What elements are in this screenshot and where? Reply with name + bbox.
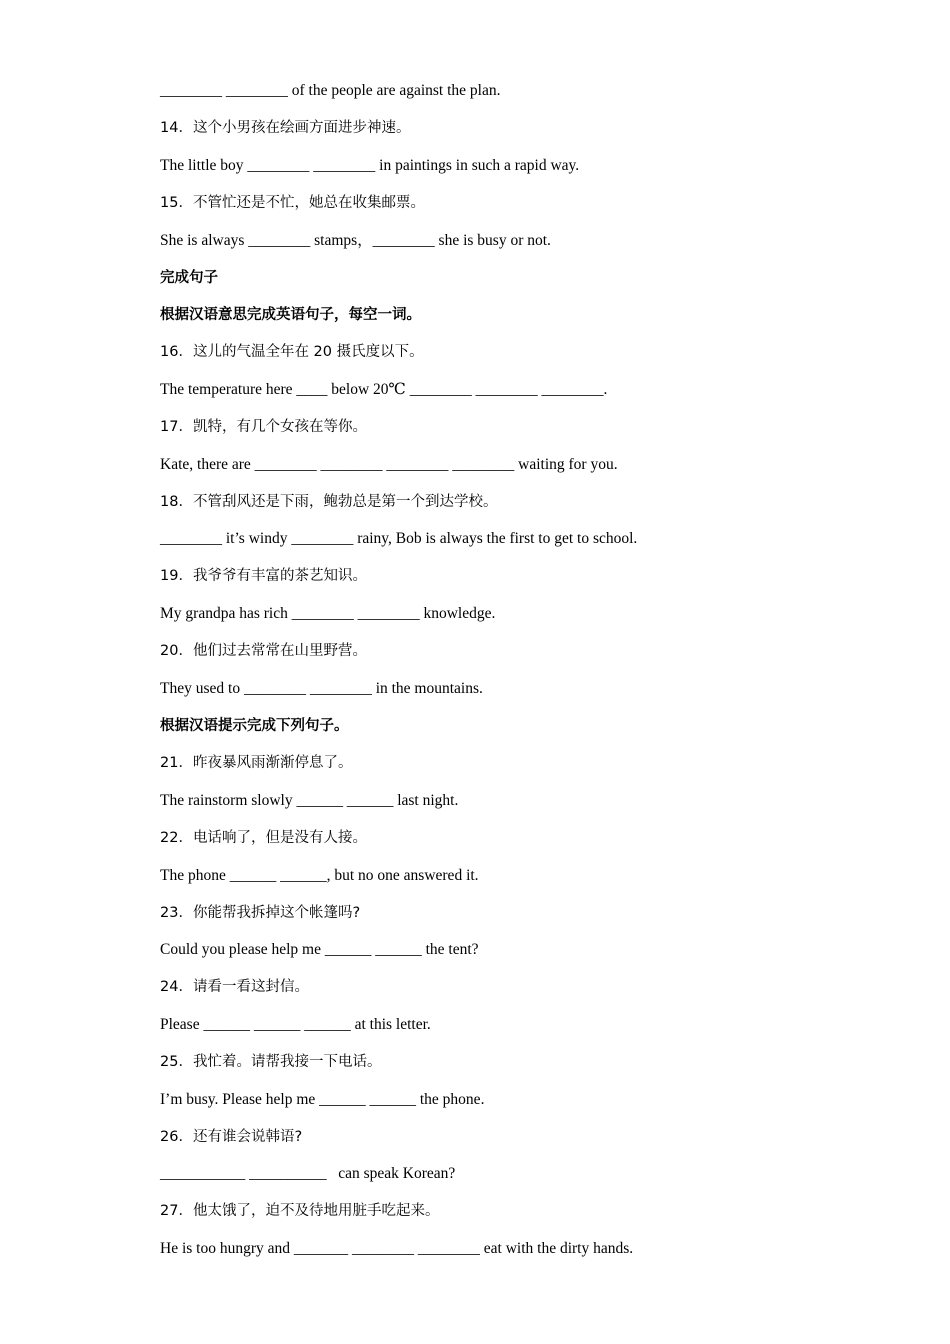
answer-line-21: The rainstorm slowly ______ ______ last night. <box>160 792 459 809</box>
answer-line-14: The little boy ________ ________ in paintings in such a rapid way. <box>160 157 580 174</box>
answer-line-24: Please ______ ______ ______ at this letter. <box>160 1016 431 1033</box>
answer-line-20: They used to ________ ________ in the mountains. <box>160 680 483 697</box>
answer-line-25: I’m busy. Please help me ______ ______ the phone. <box>160 1091 485 1108</box>
answer-line-18: ________ it’s windy ________ rainy, Bob is always the first to get to school. <box>160 530 638 547</box>
answer-line-19: My grandpa has rich ________ ________ knowledge. <box>160 605 496 622</box>
question-25: 25．我忙着。请帮我接一下电话。 <box>160 1054 382 1070</box>
question-14: 14．这个小男孩在绘画方面进步神速。 <box>160 120 411 136</box>
question-21: 21．昨夜暴风雨渐渐停息了。 <box>160 755 353 771</box>
question-23: 23．你能帮我拆掉这个帐篷吗? <box>160 905 361 921</box>
question-19: 19．我爷爷有丰富的茶艺知识。 <box>160 568 367 584</box>
section-instruction-1: 根据汉语意思完成英语句子，每空一词。 <box>160 307 421 323</box>
question-27: 27．他太饿了，迫不及待地用脏手吃起来。 <box>160 1203 440 1219</box>
question-20: 20．他们过去常常在山里野营。 <box>160 643 367 659</box>
section-instruction-2: 根据汉语提示完成下列句子。 <box>160 718 349 734</box>
answer-line-27: He is too hungry and _______ ________ ________ eat with the dirty hands. <box>160 1240 634 1257</box>
question-22: 22．电话响了，但是没有人接。 <box>160 830 367 846</box>
question-16: 16．这儿的气温全年在 20 摄氏度以下。 <box>160 344 424 360</box>
answer-line-13: ________ ________ of the people are against the plan. <box>160 82 501 99</box>
answer-line-26: ___________ __________ can speak Korean? <box>160 1165 456 1182</box>
question-26: 26．还有谁会说韩语? <box>160 1129 303 1145</box>
question-18: 18．不管刮风还是下雨，鲍勃总是第一个到达学校。 <box>160 494 498 510</box>
answer-line-22: The phone ______ ______, but no one answered it. <box>160 867 479 884</box>
question-15: 15．不管忙还是不忙，她总在收集邮票。 <box>160 195 425 211</box>
question-24: 24．请看一看这封信。 <box>160 979 309 995</box>
answer-line-15: She is always ________ stamps，________ she is busy or not. <box>160 232 551 249</box>
answer-line-23: Could you please help me ______ ______ the tent? <box>160 941 479 958</box>
question-17: 17．凯特，有几个女孩在等你。 <box>160 419 367 435</box>
section-heading: 完成句子 <box>160 270 218 286</box>
answer-line-16: The temperature here ____ below 20℃ ________ ________ ________. <box>160 381 608 398</box>
answer-line-17: Kate, there are ________ ________ ________ ________ waiting for you. <box>160 456 618 473</box>
